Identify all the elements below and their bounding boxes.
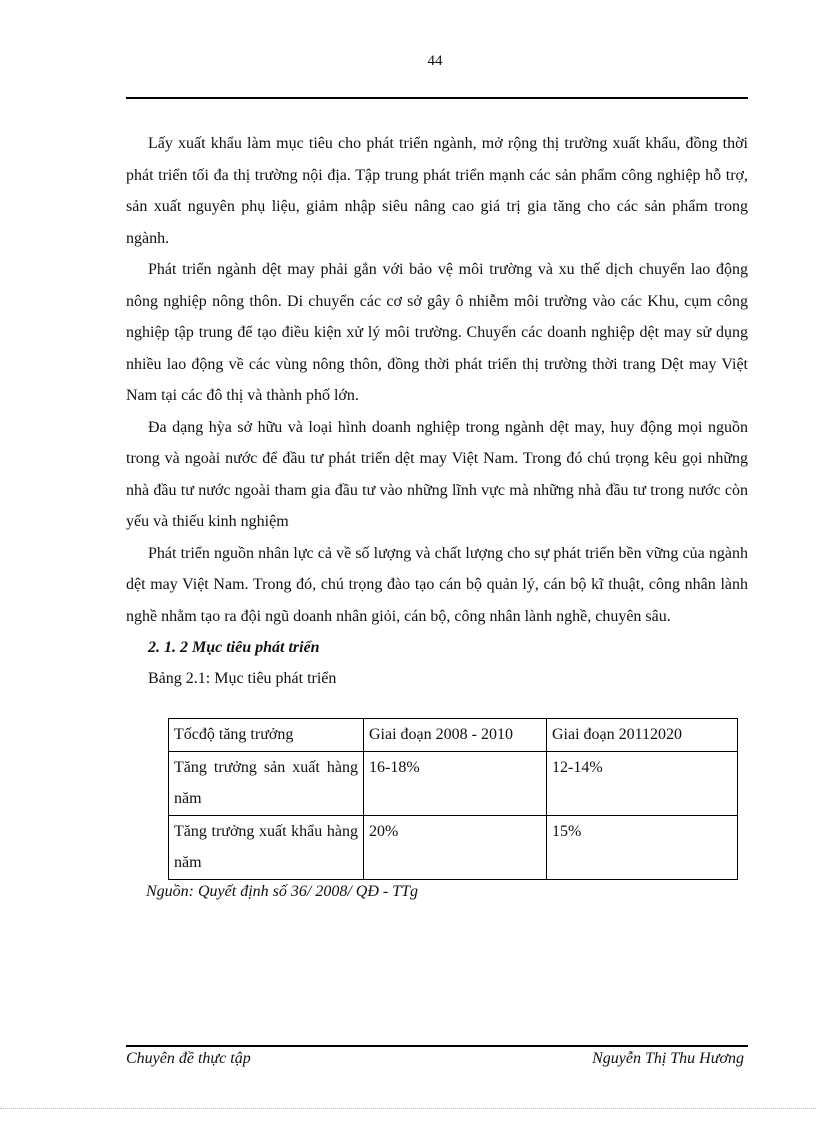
table-cell: 20% xyxy=(364,815,547,879)
table-row xyxy=(169,751,738,815)
development-goals-table xyxy=(168,718,738,880)
table-header-row xyxy=(169,719,738,752)
footer-author: Nguyễn Thị Thu Hương xyxy=(592,1050,744,1067)
table-header-cell: Giai đoạn 2008 - 2010 xyxy=(364,719,547,752)
table-cell: 12-14% xyxy=(547,751,738,815)
table-header-cell: Tốcđộ tăng trưởng xyxy=(169,719,364,752)
section-heading: 2. 1. 2 Mục tiêu phát triển xyxy=(148,639,320,656)
paragraph: Phát triển nguồn nhân lực cả về số lượng và chất lượng cho sự phát triển bền vững của ngành dệt may Việt Nam. Trong đó, chú trọng đào tạo cán bộ quản lý, cán bộ kĩ thuật, công nhân lành nghề nhằm tạo ra đội ngũ doanh nhân giỏi, cán bộ, công nhân lành nghề, chuyên sâu. xyxy=(126,544,748,625)
paragraph: Lấy xuất khẩu làm mục tiêu cho phát triển ngành, mở rộng thị trường xuất khẩu, đồng thời phát triển tối đa thị trường nội địa. Tập trung phát triển mạnh các sản phẩm công nghiệp hỗ trợ, sản xuất nguyên phụ liệu, giảm nhập siêu nâng cao giá trị gia tăng cho các sản phẩm trong ngành. xyxy=(126,135,748,247)
paragraph: Phát triển ngành dệt may phải gắn với bảo vệ môi trường và xu thế dịch chuyển lao động nông nghiệp nông thôn. Di chuyển các cơ sở gây ô nhiễm môi trường vào các Khu, cụm công nghiệp tập trung để tạo điều kiện xử lý môi trường. Chuyển các doanh nghiệp dệt may sử dụng nhiều lao động về các vùng nông thôn, đồng thời phát triển thị trường thời trang Dệt may Việt Nam tại các đô thị và thành phố lớn. xyxy=(126,261,748,404)
table-cell: Tăng trưởng sản xuất hàng năm xyxy=(169,751,364,815)
table-header-cell: Giai đoạn 20112020 xyxy=(547,719,738,752)
paragraph: Đa dạng hỳa sở hữu và loại hình doanh nghiệp trong ngành dệt may, huy động mọi nguồn trong và ngoài nước để đầu tư phát triển dệt may Việt Nam. Trong đó chú trọng kêu gọi những nhà đầu tư nước ngoài tham gia đầu tư vào những lĩnh vực mà những nhà đầu tư trong nước còn yếu và thiếu kinh nghiệm xyxy=(126,418,748,530)
table-row xyxy=(169,815,738,879)
footer-left-text: Chuyên đề thực tập xyxy=(126,1050,251,1067)
table-cell: 15% xyxy=(547,815,738,879)
page-number: 44 xyxy=(427,53,443,69)
document-body xyxy=(126,128,748,904)
table-cell: Tăng trưởng xuất khẩu hàng năm xyxy=(169,815,364,879)
table-caption: Bảng 2.1: Mục tiêu phát triển xyxy=(148,670,337,687)
page-edge-divider xyxy=(0,1108,816,1109)
header-rule xyxy=(126,97,748,99)
footer-rule xyxy=(126,1045,748,1047)
source-note: Nguồn: Quyết định số 36/ 2008/ QĐ - TTg xyxy=(146,882,418,900)
table-cell: 16-18% xyxy=(364,751,547,815)
